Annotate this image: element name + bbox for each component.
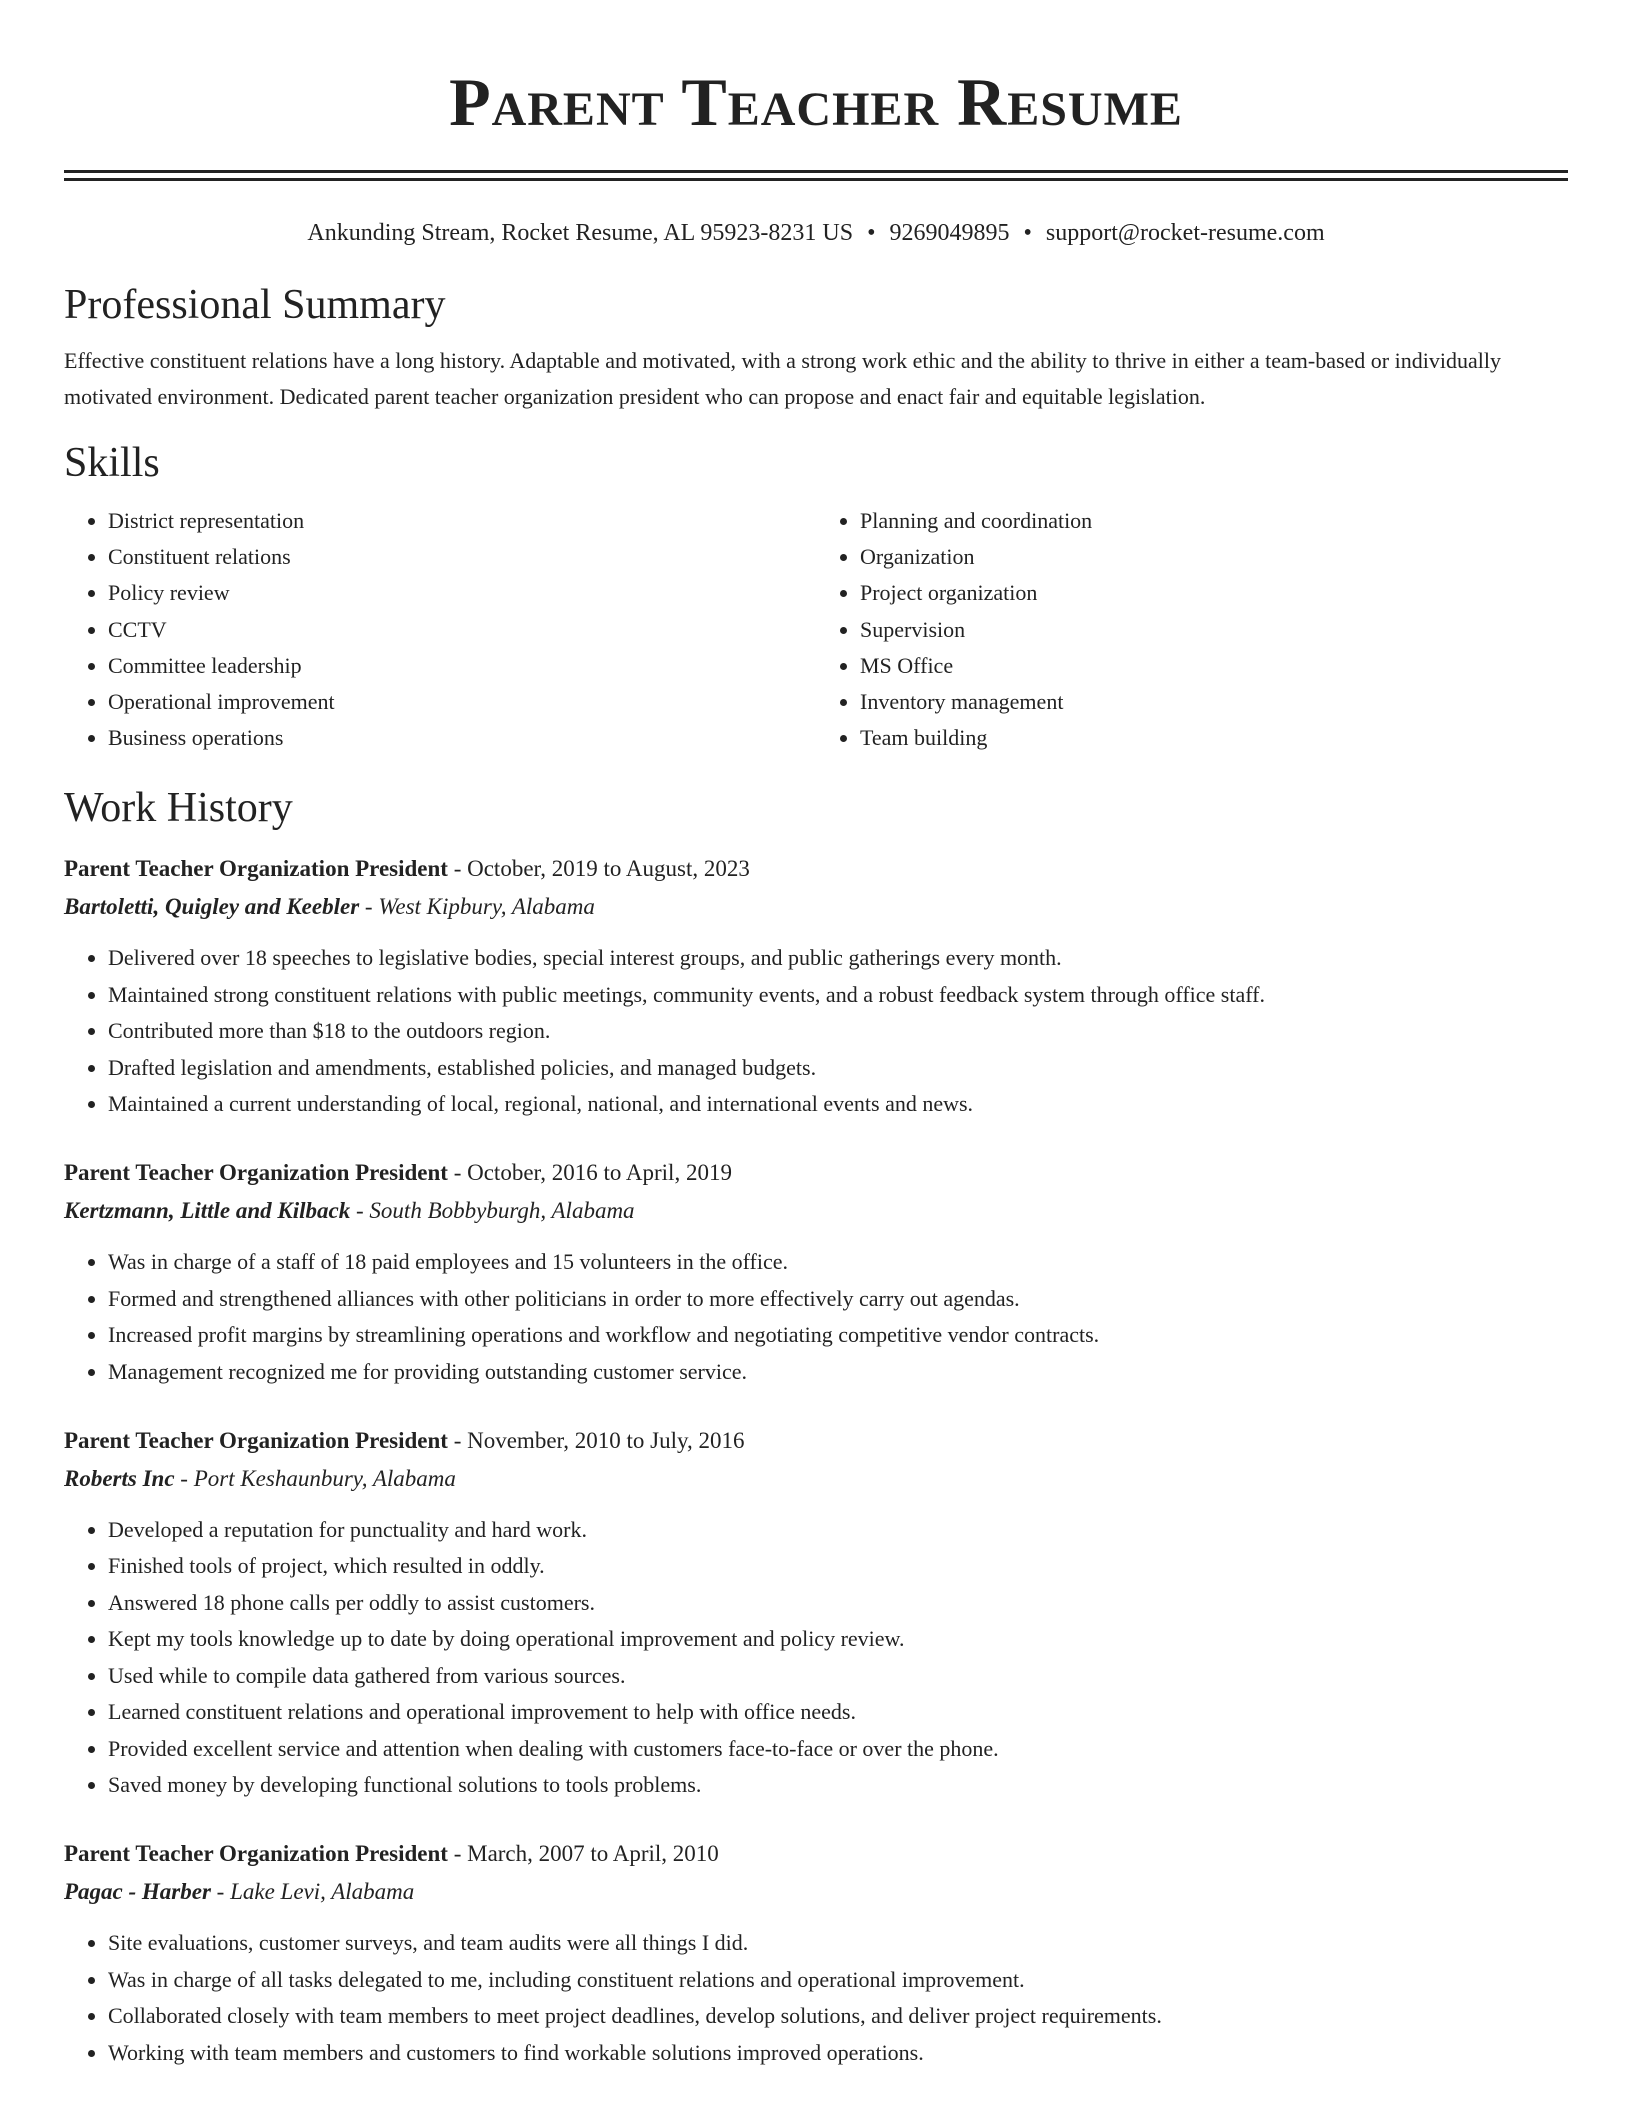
contact-email: support@rocket-resume.com: [1045, 220, 1325, 246]
job-location: - South Bobbyburgh, Alabama: [350, 1198, 635, 1224]
job-company: Kertzmann, Little and Kilback: [64, 1198, 351, 1224]
skill-item: • Project organization: [860, 575, 1568, 611]
job-dates: - October, 2016 to April, 2019: [447, 1160, 732, 1186]
skill-item: • Business operations: [108, 720, 816, 756]
skill-item: • Constituent relations: [108, 539, 816, 575]
resume-title: Parent Teacher Resume: [449, 64, 1183, 140]
skills-grid: [64, 503, 1568, 756]
job-bullet: • Provided excellent service and attention when dealing with customers face-to-face or over the phone.: [108, 1731, 1568, 1767]
contact-phone: 9269049895: [889, 220, 1010, 246]
skill-item: • CCTV: [108, 612, 816, 648]
job-bullet: • Was in charge of a staff of 18 paid employees and 15 volunteers in the office.: [108, 1244, 1568, 1280]
job-entry: [64, 1154, 1568, 1390]
contact-separator: •: [867, 220, 876, 246]
title-divider: [64, 170, 1568, 181]
job-bullet: • Maintained strong constituent relations with public meetings, community events, and a robust feedback system through office staff.: [108, 977, 1568, 1013]
job-dates: - October, 2019 to August, 2023: [447, 856, 750, 882]
job-bullet: • Increased profit margins by streamlining operations and workflow and negotiating competitive vendor contracts.: [108, 1317, 1568, 1353]
skills-list-left: [64, 503, 816, 756]
job-bullets: [64, 1244, 1568, 1390]
company-line: [64, 1192, 1568, 1230]
job-company: Roberts Inc: [64, 1466, 175, 1492]
job-bullet: • Was in charge of all tasks delegated to me, including constituent relations and operational improvement.: [108, 1962, 1568, 1998]
skill-item: • MS Office: [860, 648, 1568, 684]
summary-heading: Professional Summary: [64, 282, 446, 328]
skill-item: • Committee leadership: [108, 648, 816, 684]
job-bullet: • Used while to compile data gathered from various sources.: [108, 1658, 1568, 1694]
job-dates: - March, 2007 to April, 2010: [447, 1841, 719, 1867]
job-title-line: [64, 850, 1568, 888]
job-role: Parent Teacher Organization President: [64, 1841, 448, 1867]
job-bullet: • Formed and strengthened alliances with other politicians in order to more effectively carry out agendas.: [108, 1281, 1568, 1317]
job-bullet: • Delivered over 18 speeches to legislative bodies, special interest groups, and public gatherings every month.: [108, 940, 1568, 976]
job-bullet: • Learned constituent relations and operational improvement to help with office needs.: [108, 1694, 1568, 1730]
skill-item: • District representation: [108, 503, 816, 539]
job-title-line: [64, 1835, 1568, 1873]
job-company: Pagac - Harber: [64, 1879, 211, 1905]
summary-text: Effective constituent relations have a long history. Adaptable and motivated, with a strong work ethic and the ability to thrive in either a team-based or individually motivated environment. Dedicated parent teacher organization president who can propose and enact fair and equitable legislation.: [64, 348, 1501, 409]
job-company: Bartoletti, Quigley and Keebler: [64, 894, 360, 920]
job-bullet: • Working with team members and customers to find workable solutions improved operations.: [108, 2035, 1568, 2071]
job-bullet: • Maintained a current understanding of local, regional, national, and international events and news.: [108, 1086, 1568, 1122]
skill-item: • Planning and coordination: [860, 503, 1568, 539]
skill-item: • Team building: [860, 720, 1568, 756]
skill-item: • Supervision: [860, 612, 1568, 648]
job-title-line: [64, 1154, 1568, 1192]
skill-item: • Organization: [860, 539, 1568, 575]
skills-heading: Skills: [64, 440, 160, 486]
job-bullet: • Management recognized me for providing outstanding customer service.: [108, 1354, 1568, 1390]
job-bullet: • Finished tools of project, which resulted in oddly.: [108, 1548, 1568, 1584]
job-bullet: • Site evaluations, customer surveys, and team audits were all things I did.: [108, 1925, 1568, 1961]
work-history-heading: Work History: [64, 785, 293, 832]
skill-item: • Inventory management: [860, 684, 1568, 720]
job-bullets: [64, 1925, 1568, 2071]
skill-item: • Operational improvement: [108, 684, 816, 720]
skills-list-right: [816, 503, 1568, 756]
job-bullets: [64, 1512, 1568, 1803]
company-line: [64, 1873, 1568, 1911]
job-role: Parent Teacher Organization President: [64, 1160, 448, 1186]
company-line: [64, 888, 1568, 926]
job-entry: [64, 850, 1568, 1122]
job-bullet: • Drafted legislation and amendments, established policies, and managed budgets.: [108, 1050, 1568, 1086]
job-bullet: • Kept my tools knowledge up to date by doing operational improvement and policy review.: [108, 1621, 1568, 1657]
contact-separator: •: [1023, 220, 1032, 246]
job-role: Parent Teacher Organization President: [64, 1428, 448, 1454]
job-bullet: • Developed a reputation for punctuality and hard work.: [108, 1512, 1568, 1548]
job-bullet: • Contributed more than $18 to the outdoors region.: [108, 1013, 1568, 1049]
company-line: [64, 1460, 1568, 1498]
job-dates: - November, 2010 to July, 2016: [447, 1428, 745, 1454]
job-location: - Port Keshaunbury, Alabama: [174, 1466, 456, 1492]
job-entry: [64, 1835, 1568, 2071]
job-location: - Lake Levi, Alabama: [210, 1879, 415, 1905]
contact-line: [64, 217, 1568, 249]
job-bullet: • Saved money by developing functional solutions to tools problems.: [108, 1767, 1568, 1803]
job-location: - West Kipbury, Alabama: [359, 894, 595, 920]
skill-item: • Policy review: [108, 575, 816, 611]
job-bullets: [64, 940, 1568, 1122]
job-role: Parent Teacher Organization President: [64, 856, 448, 882]
job-bullet: • Answered 18 phone calls per oddly to assist customers.: [108, 1585, 1568, 1621]
job-bullet: • Collaborated closely with team members to meet project deadlines, develop solutions, and deliver project requirements.: [108, 1998, 1568, 2034]
job-title-line: [64, 1422, 1568, 1460]
contact-address: Ankunding Stream, Rocket Resume, AL 95923-8231 US: [307, 220, 854, 246]
job-entry: [64, 1422, 1568, 1803]
